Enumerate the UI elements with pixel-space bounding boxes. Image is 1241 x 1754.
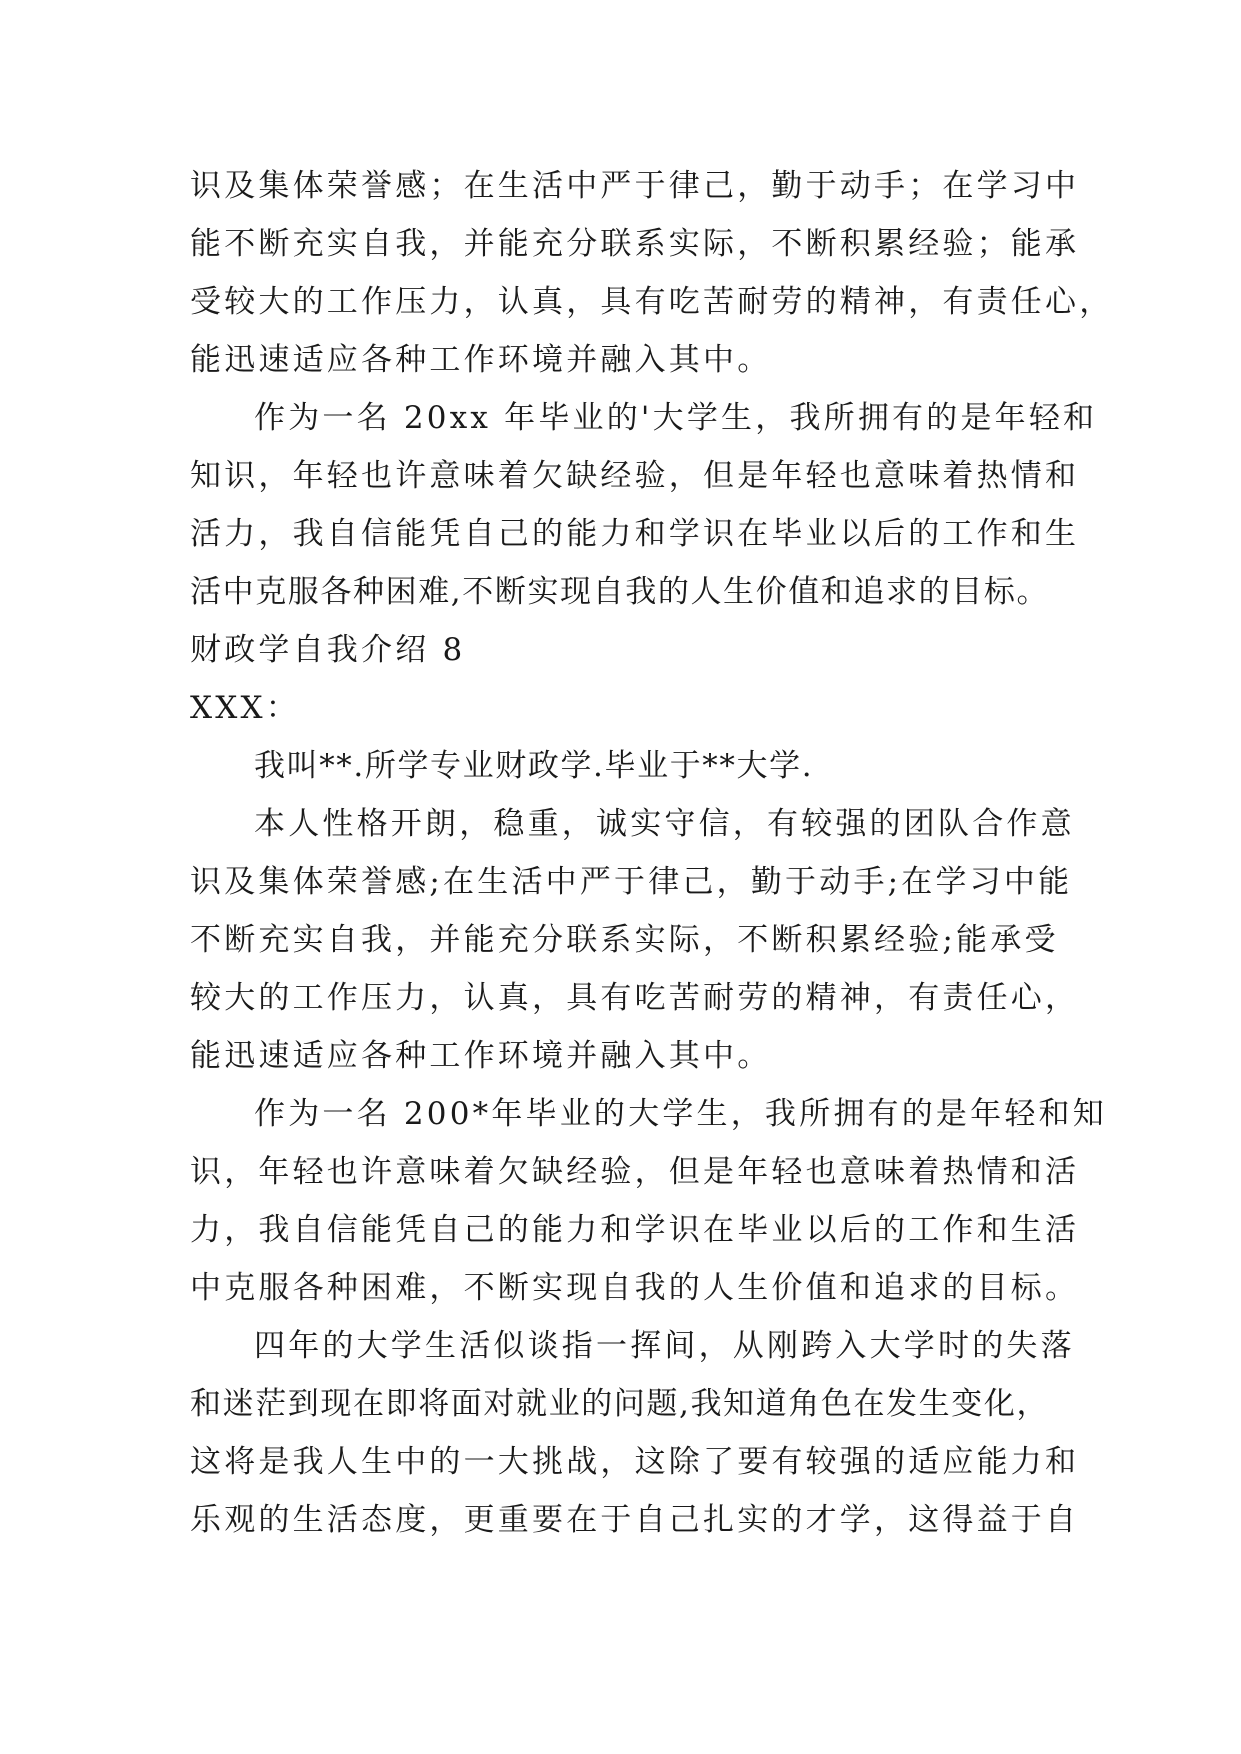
text-line: 能迅速适应各种工作环境并融入其中。 (190, 1038, 772, 1074)
paragraph-start: 四年的大学生活似谈指一挥间，从刚跨入大学时的失落 (254, 1328, 1075, 1364)
text-line: 力，我自信能凭自己的能力和学识在毕业以后的工作和生活 (190, 1212, 1080, 1248)
text-line: 活力，我自信能凭自己的能力和学识在毕业以后的工作和生 (190, 516, 1080, 552)
text-line: 受较大的工作压力，认真，具有吃苦耐劳的精神，有责任心， (190, 284, 1114, 320)
text-line: 识，年轻也许意味着欠缺经验，但是年轻也意味着热情和活 (190, 1154, 1080, 1190)
paragraph-start: 作为一名 20xx 年毕业的'大学生，我所拥有的是年轻和 (254, 400, 1098, 436)
text-line: 识及集体荣誉感;在生活中严于律己，勤于动手;在学习中能 (190, 864, 1073, 900)
text-line: 较大的工作压力，认真，具有吃苦耐劳的精神，有责任心， (190, 980, 1080, 1016)
text-line: 和迷茫到现在即将面对就业的问题,我知道角色在发生变化， (190, 1386, 1050, 1422)
text-line: 活中克服各种困难,不断实现自我的人生价值和追求的目标。 (190, 574, 1050, 610)
text-line: 这将是我人生中的一大挑战，这除了要有较强的适应能力和 (190, 1444, 1080, 1480)
salutation: XXX： (190, 690, 301, 726)
paragraph-start: 我叫**.所学专业财政学.毕业于**大学. (254, 748, 814, 784)
paragraph-start: 作为一名 200*年毕业的大学生，我所拥有的是年轻和知 (254, 1096, 1107, 1132)
paragraph-start: 本人性格开朗，稳重，诚实守信，有较强的团队合作意 (254, 806, 1075, 842)
text-line: 能不断充实自我，并能充分联系实际，不断积累经验；能承 (190, 226, 1080, 262)
text-line: 能迅速适应各种工作环境并融入其中。 (190, 342, 772, 378)
text-line: 不断充实自我，并能充分联系实际，不断积累经验;能承受 (190, 922, 1059, 958)
text-line: 识及集体荣誉感；在生活中严于律己，勤于动手；在学习中 (190, 168, 1080, 204)
text-line: 乐观的生活态度，更重要在于自己扎实的才学，这得益于自 (190, 1502, 1080, 1538)
section-heading: 财政学自我介绍 8 (190, 632, 466, 668)
text-line: 中克服各种困难，不断实现自我的人生价值和追求的目标。 (190, 1270, 1080, 1306)
text-line: 知识，年轻也许意味着欠缺经验，但是年轻也意味着热情和 (190, 458, 1080, 494)
document-body (190, 157, 1114, 1549)
